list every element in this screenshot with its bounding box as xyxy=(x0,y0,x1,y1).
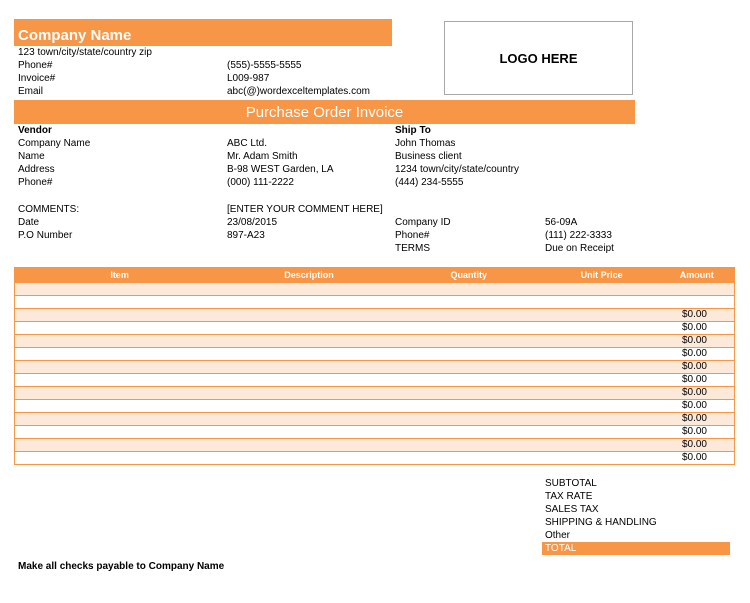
unit-price-cell[interactable] xyxy=(544,400,660,413)
ship-to-phone: (444) 234-5555 xyxy=(395,177,464,188)
unit-price-cell[interactable] xyxy=(544,374,660,387)
sales-tax-label: SALES TAX xyxy=(545,504,599,515)
unit-price-cell[interactable] xyxy=(544,426,660,439)
invoice-title-bar xyxy=(14,100,635,124)
quantity-cell[interactable] xyxy=(394,374,544,387)
column-header-description: Description xyxy=(224,268,394,283)
column-header-quantity: Quantity xyxy=(394,268,544,283)
quantity-cell[interactable] xyxy=(394,387,544,400)
description-cell[interactable] xyxy=(224,309,394,322)
unit-price-cell[interactable] xyxy=(544,335,660,348)
tax-rate-label: TAX RATE xyxy=(545,491,593,502)
table-row xyxy=(15,361,735,374)
amount-cell: $0.00 xyxy=(660,361,735,374)
unit-price-cell[interactable] xyxy=(544,413,660,426)
quantity-cell[interactable] xyxy=(394,400,544,413)
invoice-title: Purchase Order Invoice xyxy=(245,103,404,121)
comments-value: [ENTER YOUR COMMENT HERE] xyxy=(227,204,383,215)
quantity-cell[interactable] xyxy=(394,452,544,465)
description-cell[interactable] xyxy=(224,296,394,309)
logo-text: LOGO HERE xyxy=(499,50,578,66)
quantity-cell[interactable] xyxy=(394,361,544,374)
description-cell[interactable] xyxy=(224,348,394,361)
quantity-cell[interactable] xyxy=(394,322,544,335)
date-label: Date xyxy=(18,217,40,228)
unit-price-cell[interactable] xyxy=(544,322,660,335)
table-row xyxy=(15,413,735,426)
vendor-phone-label: Phone# xyxy=(18,177,53,188)
item-cell[interactable] xyxy=(15,452,225,465)
vendor-company-value: ABC Ltd. xyxy=(227,138,268,149)
vendor-heading: Vendor xyxy=(18,125,52,136)
vendor-phone-value: (000) 111-2222 xyxy=(227,177,294,188)
invoice-label: Invoice# xyxy=(18,73,56,84)
table-row xyxy=(15,335,735,348)
table-row xyxy=(15,387,735,400)
quantity-cell[interactable] xyxy=(394,348,544,361)
item-cell[interactable] xyxy=(15,413,225,426)
description-cell[interactable] xyxy=(224,322,394,335)
description-cell[interactable] xyxy=(224,413,394,426)
terms-value: Due on Receipt xyxy=(545,243,614,254)
phone-label: Phone# xyxy=(18,60,53,71)
column-header-unit-price: Unit Price xyxy=(544,268,660,283)
terms-label: TERMS xyxy=(395,243,430,254)
item-cell[interactable] xyxy=(15,322,225,335)
items-table xyxy=(14,267,735,465)
amount-cell: $0.00 xyxy=(660,309,735,322)
subtotal-label: SUBTOTAL xyxy=(545,478,597,489)
quantity-cell[interactable] xyxy=(394,335,544,348)
date-value: 23/08/2015 xyxy=(227,217,278,228)
unit-price-cell[interactable] xyxy=(544,348,660,361)
table-row xyxy=(15,439,735,452)
amount-cell: $0.00 xyxy=(660,348,735,361)
vendor-address-label: Address xyxy=(18,164,55,175)
column-header-item: Item xyxy=(15,268,225,283)
details-phone-label: Phone# xyxy=(395,230,430,241)
item-cell[interactable] xyxy=(15,361,225,374)
table-row xyxy=(15,426,735,439)
company-id-value: 56-09A xyxy=(545,217,578,228)
po-number-value: 897-A23 xyxy=(227,230,265,241)
item-cell[interactable] xyxy=(15,296,225,309)
unit-price-cell[interactable] xyxy=(544,439,660,452)
table-row xyxy=(15,283,735,296)
item-cell[interactable] xyxy=(15,335,225,348)
unit-price-cell[interactable] xyxy=(544,296,660,309)
quantity-cell[interactable] xyxy=(394,296,544,309)
table-row xyxy=(15,322,735,335)
comments-label: COMMENTS: xyxy=(18,204,80,215)
item-cell[interactable] xyxy=(15,439,225,452)
item-cell[interactable] xyxy=(15,387,225,400)
amount-cell: $0.00 xyxy=(660,335,735,348)
ship-to-company: Business client xyxy=(395,151,462,162)
quantity-cell[interactable] xyxy=(394,439,544,452)
amount-cell: $0.00 xyxy=(660,452,735,465)
description-cell[interactable] xyxy=(224,361,394,374)
ship-to-address: 1234 town/city/state/country xyxy=(395,164,519,175)
unit-price-cell[interactable] xyxy=(544,283,660,296)
company-address: 123 town/city/state/country zip xyxy=(18,47,152,58)
email-value: abc(@)wordexceltemplates.com xyxy=(227,86,370,97)
ship-to-name: John Thomas xyxy=(395,138,456,149)
vendor-name-label: Name xyxy=(18,151,45,162)
description-cell[interactable] xyxy=(224,439,394,452)
phone-value: (555)-5555-5555 xyxy=(227,60,302,71)
description-cell[interactable] xyxy=(224,426,394,439)
description-cell[interactable] xyxy=(224,452,394,465)
amount-cell: $0.00 xyxy=(660,413,735,426)
table-row xyxy=(15,400,735,413)
shipping-handling-label: SHIPPING & HANDLING xyxy=(545,517,657,528)
description-cell[interactable] xyxy=(224,335,394,348)
vendor-name-value: Mr. Adam Smith xyxy=(227,151,298,162)
item-cell[interactable] xyxy=(15,426,225,439)
ship-to-heading: Ship To xyxy=(395,125,431,136)
details-phone-value: (111) 222-3333 xyxy=(545,230,612,241)
payment-note: Make all checks payable to Company Name xyxy=(18,561,225,572)
table-row xyxy=(15,452,735,465)
vendor-company-label: Company Name xyxy=(18,138,91,149)
email-label: Email xyxy=(18,86,44,97)
description-cell[interactable] xyxy=(224,374,394,387)
item-cell[interactable] xyxy=(15,348,225,361)
vendor-address-value: B-98 WEST Garden, LA xyxy=(227,164,334,175)
total-label: TOTAL xyxy=(545,543,577,554)
quantity-cell[interactable] xyxy=(394,283,544,296)
column-header-amount: Amount xyxy=(660,268,735,283)
po-number-label: P.O Number xyxy=(18,230,73,241)
quantity-cell[interactable] xyxy=(394,309,544,322)
invoice-value: L009-987 xyxy=(227,73,270,84)
quantity-cell[interactable] xyxy=(394,413,544,426)
table-row xyxy=(15,374,735,387)
item-cell[interactable] xyxy=(15,400,225,413)
amount-cell: $0.00 xyxy=(660,400,735,413)
unit-price-cell[interactable] xyxy=(544,452,660,465)
company-id-label: Company ID xyxy=(395,217,451,228)
amount-cell xyxy=(660,283,735,296)
description-cell[interactable] xyxy=(224,387,394,400)
amount-cell: $0.00 xyxy=(660,439,735,452)
amount-cell: $0.00 xyxy=(660,387,735,400)
logo-placeholder xyxy=(444,21,633,95)
quantity-cell[interactable] xyxy=(394,426,544,439)
company-name: Company Name xyxy=(18,27,132,44)
items-table-header xyxy=(15,268,735,283)
table-row xyxy=(15,348,735,361)
unit-price-cell[interactable] xyxy=(544,361,660,374)
item-cell[interactable] xyxy=(15,374,225,387)
unit-price-cell[interactable] xyxy=(544,387,660,400)
unit-price-cell[interactable] xyxy=(544,309,660,322)
amount-cell: $0.00 xyxy=(660,426,735,439)
table-row xyxy=(15,309,735,322)
amount-cell xyxy=(660,296,735,309)
amount-cell: $0.00 xyxy=(660,322,735,335)
other-label: Other xyxy=(545,530,571,541)
item-cell[interactable] xyxy=(15,283,225,296)
table-row xyxy=(15,296,735,309)
description-cell[interactable] xyxy=(224,400,394,413)
description-cell[interactable] xyxy=(224,283,394,296)
amount-cell: $0.00 xyxy=(660,374,735,387)
item-cell[interactable] xyxy=(15,309,225,322)
